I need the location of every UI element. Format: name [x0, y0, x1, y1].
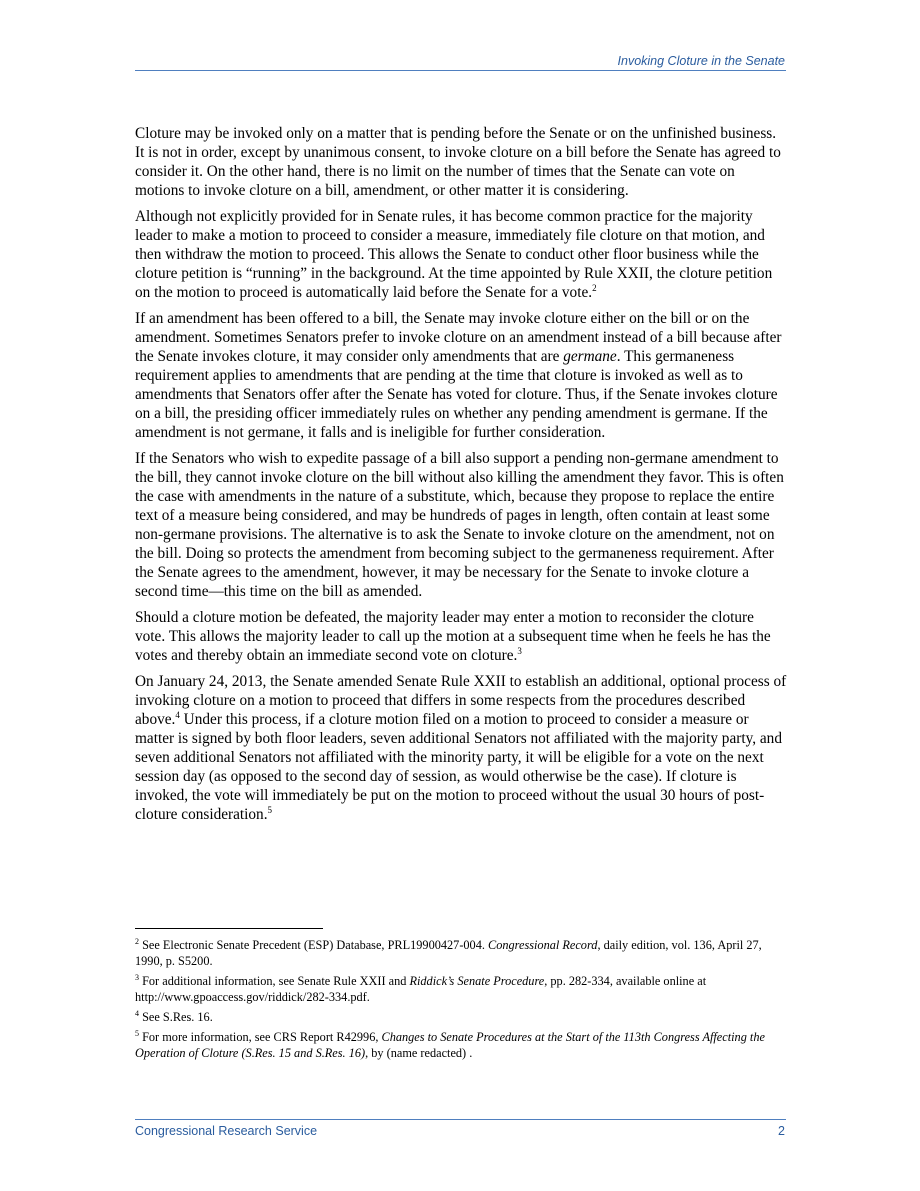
footnote-text: , daily edition, vol. 136, April 27, 1990, p. S5200. — [135, 938, 762, 968]
footnote-ref-2[interactable]: 2 — [592, 282, 597, 293]
footnote-number: 4 — [135, 1008, 139, 1018]
footnote-number: 5 — [135, 1028, 139, 1038]
footnote-emphasis: Congressional Record — [488, 938, 598, 952]
paragraph-text: Under this process, if a cloture motion filed on a motion to proceed to consider a measure or matter is signed by both floor leaders, seven additional Senators not affiliated with the majority party, and seven additional Senators not affiliated with the minority party, it will be eligible for a vote on the next session day (as opposed to the second day of session, as would otherwise be the case). If cloture is invoked, the vote will immediately be put on the motion to proceed without the usual 30 hours of post-cloture consideration. — [135, 711, 782, 823]
footnote-text: , by (name redacted) . — [365, 1046, 473, 1060]
footnote-2 — [135, 937, 787, 969]
paragraph-text: On January 24, 2013, the Senate amended Senate Rule XXII to establish an additional, optional process of invoking cloture on a motion to proceed that differs in some respects from the procedures described above. — [135, 673, 787, 728]
footnote-ref-4[interactable]: 4 — [175, 709, 180, 720]
footnote-emphasis: Riddick’s Senate Procedure — [409, 974, 545, 988]
footnote-divider — [135, 928, 323, 929]
paragraph-2 — [135, 207, 787, 302]
footnote-number: 3 — [135, 972, 139, 982]
footer-divider — [135, 1119, 786, 1120]
paragraph-3 — [135, 309, 787, 442]
footnote-number: 2 — [135, 936, 139, 946]
paragraph-text: . This germaneness requirement applies to amendments that are pending at the time that cloture is invoked as well as to amendments that Senators offer after the Senate has voted for cloture. Thus, if the Senate invokes cloture on a bill, the presiding officer immediately rules on whether any pending amendment is germane. If the amendment is not germane, it falls and is ineligible for further consideration. — [135, 348, 778, 441]
footnote-text: See S.Res. 16. — [139, 1010, 213, 1024]
footnote-text: , pp. 282-334, available online at http://www.gpoaccess.gov/riddick/282-334.pdf. — [135, 974, 707, 1004]
body-text — [135, 124, 787, 831]
footnote-text: For more information, see CRS Report R42996, — [139, 1030, 382, 1044]
paragraph-text: Cloture may be invoked only on a matter that is pending before the Senate or on the unfinished business. It is not in order, except by unanimous consent, to invoke cloture on a bill before the Senate has agreed to consider it. On the other hand, there is no limit on the number of times that the Senate can vote on motions to invoke cloture on a bill, amendment, or other matter it is considering. — [135, 125, 781, 199]
paragraph-text: If an amendment has been offered to a bill, the Senate may invoke cloture either on the bill or on the amendment. Sometimes Senators prefer to invoke cloture on an amendment instead of a bill because after the Senate invokes cloture, it may consider only amendments that are — [135, 310, 782, 365]
footnote-emphasis: Changes to Senate Procedures at the Start of the 113th Congress Affecting the Operation of Cloture (S.Res. 15 and S.Res. 16) — [135, 1030, 765, 1060]
footnote-ref-5[interactable]: 5 — [267, 804, 273, 815]
running-header-title: Invoking Cloture in the Senate — [617, 54, 785, 68]
footnote-ref-3[interactable]: 3 — [517, 645, 522, 656]
paragraph-text: Should a cloture motion be defeated, the majority leader may enter a motion to reconsider the cloture vote. This allows the majority leader to call up the motion at a subsequent time when he feels he has the votes and thereby obtain an immediate second vote on cloture. — [135, 609, 771, 664]
paragraph-4 — [135, 449, 787, 601]
footer-source: Congressional Research Service — [135, 1124, 318, 1138]
header-divider — [135, 70, 786, 71]
footnote-3 — [135, 973, 787, 1005]
paragraph-1 — [135, 124, 787, 200]
footnote-text: See Electronic Senate Precedent (ESP) Database, PRL19900427-004. — [139, 938, 489, 952]
emphasis-germane: germane — [563, 348, 617, 365]
paragraph-text: If the Senators who wish to expedite passage of a bill also support a pending non-germane amendment to the bill, they cannot invoke cloture on the bill without also killing the amendment they favor. This is often the case with amendments in the nature of a substitute, which, because they propose to replace the entire text of a measure being considered, and may be hundreds of pages in length, often contain at least some non-germane provisions. The alternative is to ask the Senate to invoke cloture on the amendment, not on the bill. Doing so protects the amendment from becoming subject to the germaneness requirement. After the Senate agrees to the amendment, however, it may be necessary for the Senate to invoke cloture a second time—this time on the bill as amended. — [135, 450, 784, 600]
footnote-5 — [135, 1029, 787, 1061]
page-number: 2 — [778, 1124, 785, 1138]
paragraph-5 — [135, 608, 787, 665]
paragraph-text: Although not explicitly provided for in Senate rules, it has become common practice for the majority leader to make a motion to proceed to consider a measure, immediately file cloture on that motion, and then withdraw the motion to proceed. This allows the Senate to conduct other floor business while the cloture petition is “running” in the background. At the time appointed by Rule XXII, the cloture petition on the motion to proceed is automatically laid before the Senate for a vote. — [135, 208, 773, 301]
footnote-text: For additional information, see Senate Rule XXII and — [139, 974, 410, 988]
footnote-4 — [135, 1009, 787, 1025]
footnotes — [135, 937, 787, 1065]
paragraph-6 — [135, 672, 787, 824]
